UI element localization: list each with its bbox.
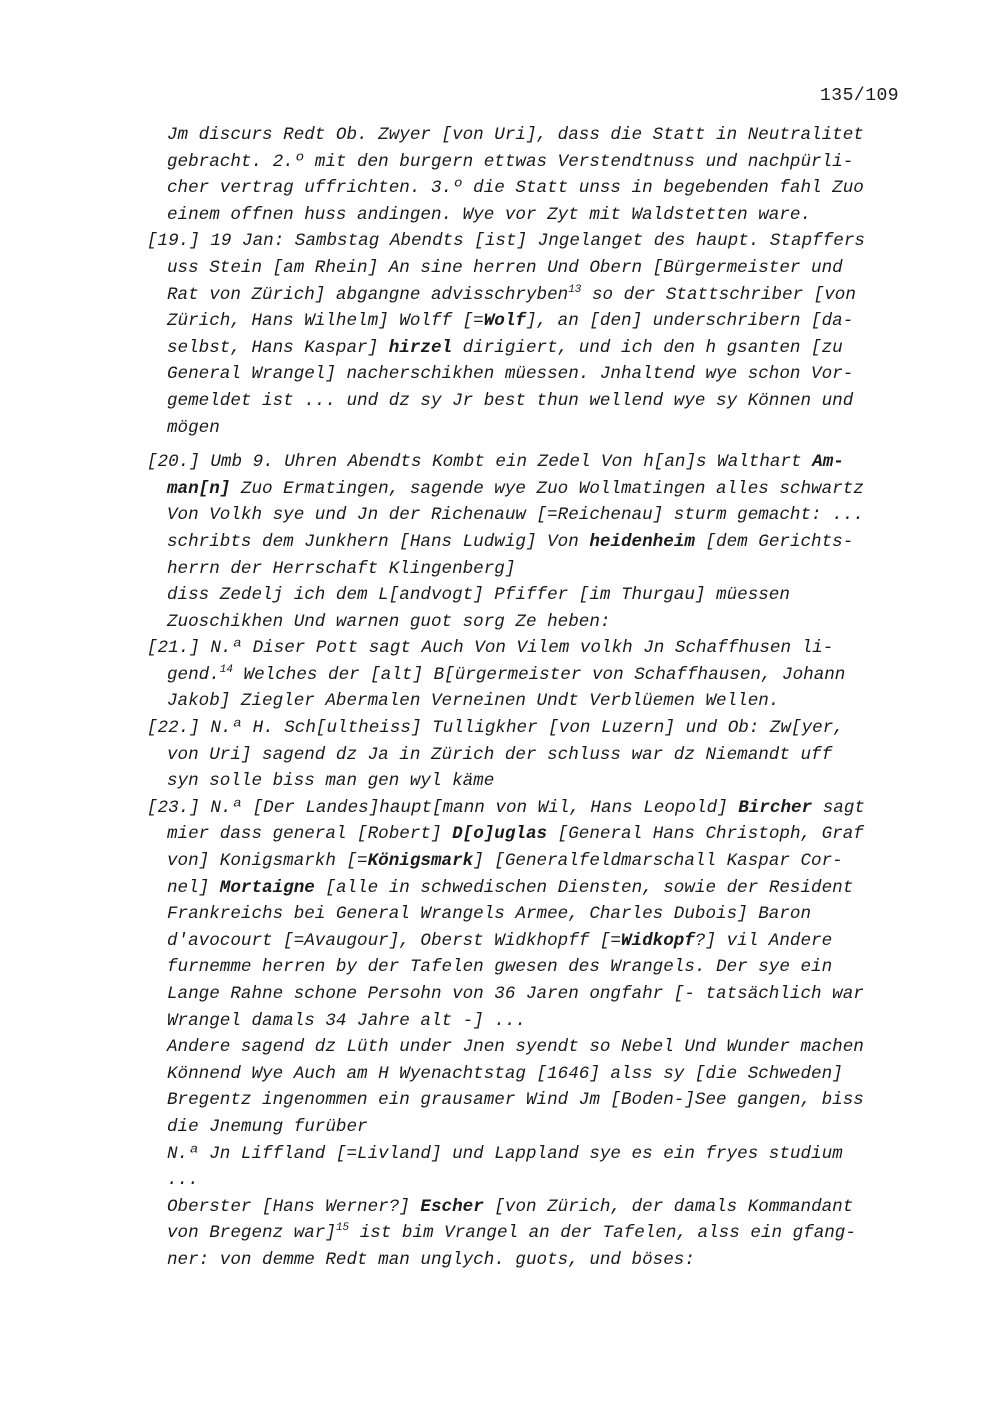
text-line: ... [167, 1170, 199, 1191]
text-line: Von Volkh sye und Jn der Richenauw [=Reichenau] sturm gemacht: ... [167, 505, 864, 526]
text-line: nel] Mortaigne [alle in schwedischen Diensten, sowie der Resident [167, 877, 854, 898]
name-bold: Bircher [738, 797, 813, 818]
entry-19-first-line: [19.] 19 Jan: Sambstag Abendts [ist] Jngelanget des haupt. Stapffers [147, 231, 865, 252]
footnote-ref: 14 [219, 663, 233, 676]
text-line: Frankreichs bei General Wrangels Armee, Charles Dubois] Baron [167, 904, 812, 925]
text-line: herrn der Herrschaft Klingenberg] [167, 558, 516, 579]
name-bold: hirzel [388, 337, 453, 358]
text-line: General Wrangel] nacherschikhen müessen. Jnhaltend wye schon Vor- [167, 364, 854, 385]
text-line: Bregentz ingenommen ein grausamer Wind Jm [Boden-]See gangen, biss [167, 1090, 864, 1111]
footnote-ref: 13 [568, 283, 582, 296]
name-bold: heidenheim [589, 531, 695, 552]
text-line: man[n] Zuo Ermatingen, sagende wye Zuo Wollmatingen alles schwartz [167, 478, 864, 499]
page-number: 135/109 [820, 86, 900, 106]
text-line: gemeldet ist ... und dz sy Jr best thun wellend wye sy Können und [167, 390, 854, 411]
document-body [0, 122, 1000, 1274]
entry-21-first-line: [21.] N.ª Diser Pott sagt Auch Von Vilem volkh Jn Schaffhusen li- [147, 638, 834, 659]
text-line: von] Konigsmarkh [=Königsmark] [Generalfeldmarschall Kaspar Cor- [167, 851, 843, 872]
text-line: Zuoschikhen Und warnen guot sorg Ze heben: [167, 611, 611, 632]
name-bold: Widkopf [621, 930, 695, 951]
text-line: cher vertrag uffrichten. 3.º die Statt unss in begebenden fahl Zuo [167, 178, 864, 199]
text-line: Jakob] Ziegler Abermalen Verneinen Undt Verblüemen Wellen. [167, 691, 780, 712]
text-line: schribts dem Junkhern [Hans Ludwig] Von heidenheim [dem Gerichts- [167, 531, 854, 552]
text-line: furnemme herren by der Tafelen gwesen des Wrangels. Der sye ein [167, 957, 833, 978]
text-line: Rat von Zürich] abgangne advisschryben$^{13}$ so der Stattschriber [von [167, 283, 856, 305]
name-bold: D[o]uglas [452, 824, 548, 845]
entry-22-first-line: [22.] N.ª H. Sch[ultheiss] Tulligkher [von Luzern] und Ob: Zw[yer, [147, 718, 844, 739]
text-line: Lange Rahne schone Persohn von 36 Jaren ongfahr [- tatsächlich war [167, 984, 864, 1004]
text-line: Könnend Wye Auch am H Wyenachtstag [1646] alss sy [die Schweden] [167, 1063, 843, 1084]
name-bold: Wolf [483, 311, 526, 332]
text-line: Jm discurs Redt Ob. Zwyer [von Uri], dass die Statt in Neutralitet [167, 125, 864, 145]
text-line: mier dass general [Robert] D[o]uglas [General Hans Christoph, Graf [167, 824, 864, 845]
name-bold: man[n] [167, 478, 231, 499]
footnote-ref: 15 [335, 1222, 350, 1235]
entry-23-first-line: [23.] N.ª [Der Landes]haupt[mann von Wil, Hans Leopold] Bircher sagt [147, 797, 865, 818]
text-line: diss Zedelj ich dem L[andvogt] Pfiffer [im Thurgau] müessen [167, 585, 790, 606]
text-line: von Bregenz war]$^{15}$ ist bim Vrangel an der Tafelen, alss ein gfang- [167, 1222, 856, 1244]
text-line: gend.$^{14}$ Welches der [alt] B[ürgermeister von Schaffhausen, Johann [167, 663, 846, 685]
text-line: Zürich, Hans Wilhelm] Wolff [=Wolf], an [den] underschribern [da- [167, 311, 854, 332]
text-line: einem offnen huss andingen. Wye vor Zyt mit Waldstetten ware. [167, 204, 812, 225]
text-line: von Uri] sagend dz Ja in Zürich der schluss war dz Niemandt uff [167, 744, 833, 765]
text-line: Andere sagend dz Lüth under Jnen syendt so Nebel Und Wunder machen [167, 1037, 864, 1058]
text-line: selbst, Hans Kaspar] hirzel dirigiert, und ich den h gsanten [zu [167, 337, 843, 358]
text-line: Wrangel damals 34 Jahre alt -] ... [167, 1010, 526, 1031]
text-line: d'avocourt [=Avaugour], Oberst Widkhopff [=Widkopf?] vil Andere [167, 930, 833, 951]
name-bold: Am- [812, 452, 844, 473]
name-bold: Königsmark [367, 851, 474, 872]
text-line: die Jnemung furüber [167, 1116, 368, 1137]
text-line: Oberster [Hans Werner?] Escher [von Zürich, der damals Kommandant [167, 1196, 854, 1217]
text-line: syn solle biss man gen wyl käme [167, 771, 495, 792]
name-bold: Escher [420, 1196, 484, 1217]
text-line: mögen [167, 417, 220, 438]
name-bold: Mortaigne [219, 877, 315, 898]
text-line: uss Stein [am Rhein] An sine herren Und Obern [Bürgermeister und [167, 257, 843, 278]
entry-20-first-line: [20.] Umb 9. Uhren Abendts Kombt ein Zedel Von h[an]s Walthart Am- [147, 452, 844, 473]
text-line: gebracht. 2.º mit den burgern ettwas Verstendtnuss und nachpürli- [167, 151, 854, 172]
text-line: N.ª Jn Liffland [=Livland] und Lappland sye es ein fryes studium [167, 1143, 843, 1164]
text-line: ner: von demme Redt man unglych. guots, und böses: [167, 1249, 695, 1270]
